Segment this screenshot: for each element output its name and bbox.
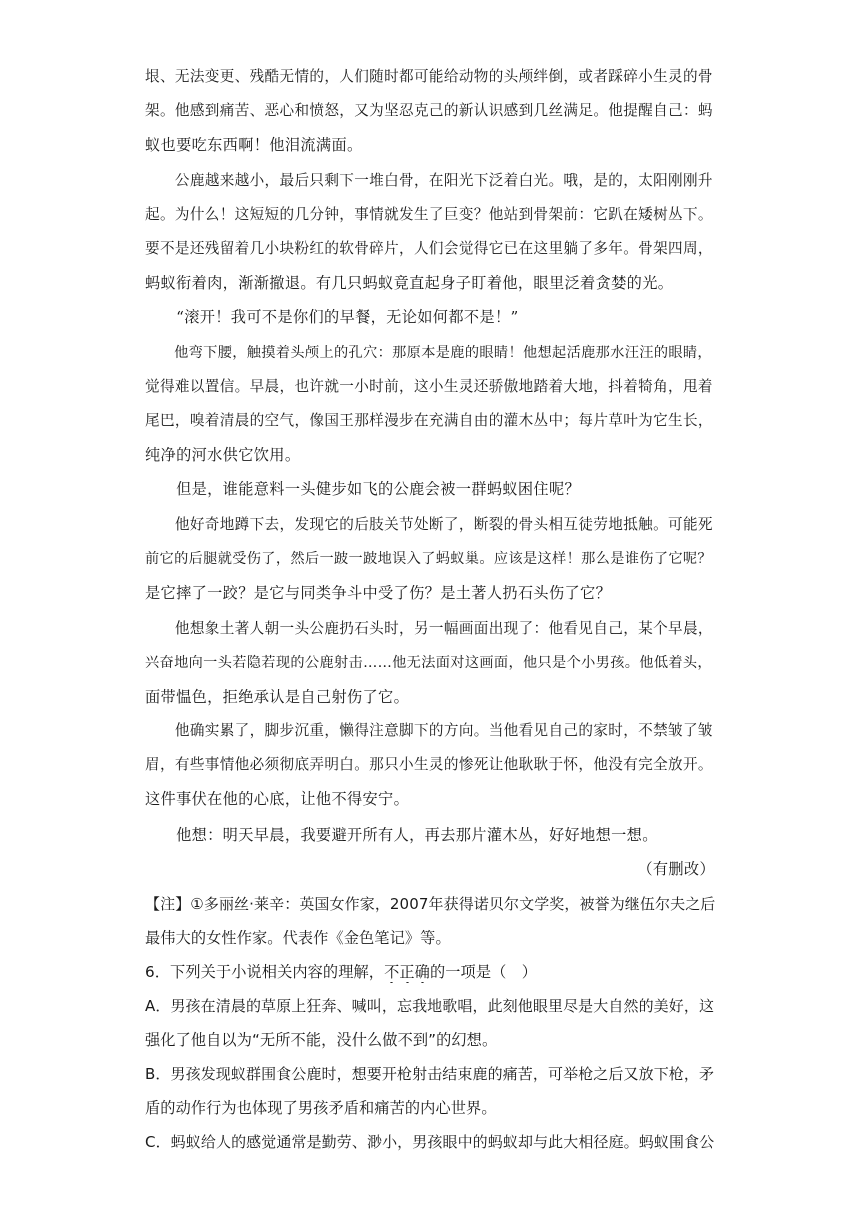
emph-char: 不 [384,963,400,981]
story-line: 眉，有些事情他必须彻底弄明白。那只小生灵的惨死让他耿耿于怀，他没有完全放开。 [145,756,713,773]
story-line: 蚁也要吃东西啊！他泪流满面。 [145,136,363,154]
option-line: C．蚂蚁给人的感觉通常是勤劳、渺小，男孩眼中的蚂蚁却与此大相径庭。蚂蚁围食公 [145,1133,715,1151]
story-line: 他想象土著人朝一头公鹿扔石头时，另一幅画面出现了：他看见自己，某个早晨， [145,620,713,637]
question-stem-suffix: 的一项是（ ） [429,963,537,981]
story-line: 要不是还残留着几小块粉红的软骨碎片，人们会觉得它已在这里躺了多年。骨架四周， [145,240,713,257]
emph-char: 正 [399,963,415,981]
emphasized-word [384,963,430,981]
emph-char: 确 [414,963,430,981]
annotation-line: 【注】①多丽丝·莱辛：英国女作家，2007年获得诺贝尔文学奖，被誉为继伍尔夫之后 [145,895,715,913]
story-line: 尾巴，嗅着清晨的空气，像国王那样漫步在充满自由的灌木丛中；每片草叶为它生长， [145,412,713,429]
question-stem-prefix: 6．下列关于小说相关内容的理解， [145,963,385,981]
source-note: （有删改） [637,860,715,878]
story-line: 起。为什么！这短短的几分钟，事情就发生了巨变？他站到骨架前：它趴在矮树丛下。 [145,206,713,223]
option-line: 盾的动作行为也体现了男孩矛盾和痛苦的内心世界。 [145,1099,497,1117]
annotation-line: 最伟大的女性作家。代表作《金色笔记》等。 [145,929,451,947]
story-line: 他好奇地蹲下去，发现它的后肢关节处断了，断裂的骨头相互徒劳地抵触。可能死 [145,516,713,533]
story-line: 他确实累了，脚步沉重，懒得注意脚下的方向。当他看见自己的家时，不禁皱了皱 [145,722,713,739]
story-line: 这件事伏在他的心底，让他不得安宁。 [145,790,410,808]
story-line: 架。他感到痛苦、恶心和愤怒，又为坚忍克己的新认识感到几丝满足。他提醒自己：蚂 [145,102,713,119]
story-line: 是它摔了一跤？是它与同类争斗中受了伤？是土著人扔石头伤了它？ [145,584,612,602]
story-line: 他想：明天早晨，我要避开所有人，再去那片灌木丛，好好地想一想。 [145,826,658,844]
story-line: 觉得难以置信。早晨，也许就一小时前，这小生灵还骄傲地踏着大地，抖着犄角，甩着 [145,378,713,395]
question-stem [145,961,715,983]
story-line: 公鹿越来越小，最后只剩下一堆白骨，在阳光下泛着白光。哦，是的，太阳刚刚升 [145,172,713,189]
story-line: “滚开！我可不是你们的早餐，无论如何都不是！” [145,308,519,326]
story-line: 纯净的河水供它饮用。 [145,446,301,464]
story-line: 蚂蚁衔着肉，渐渐撤退。有几只蚂蚁竟直起身子盯着他，眼里泛着贪婪的光。 [145,274,674,292]
story-line: 但是，谁能意料一头健步如飞的公鹿会被一群蚂蚁困住呢？ [145,480,581,498]
story-line: 面带愠色，拒绝承认是自己射伤了它。 [145,688,410,706]
option-line: 强化了他自以为“无所不能，没什么做不到”的幻想。 [145,1031,498,1049]
story-line: 他弯下腰，触摸着头颅上的孔穴：那原本是鹿的眼睛！他想起活鹿那水汪汪的眼睛， [145,345,712,361]
story-line: 兴奋地向一头若隐若现的公鹿射击……他无法面对这画面，他只是个小男孩。他低着头， [145,655,712,671]
option-line: A．男孩在清晨的草原上狂奔、喊叫，忘我地歌唱，此刻他眼里尽是大自然的美好，这 [145,997,715,1015]
story-line: 垠、无法变更、残酷无情的，人们随时都可能给动物的头颅绊倒，或者踩碎小生灵的骨 [145,68,713,85]
option-line: B．男孩发现蚁群围食公鹿时，想要开枪射击结束鹿的痛苦，可举枪之后又放下枪，矛 [145,1065,715,1083]
story-line: 前它的后腿就受伤了，然后一跛一跛地误入了蚂蚁巢。应该是这样！那么是谁伤了它呢？ [145,551,712,567]
